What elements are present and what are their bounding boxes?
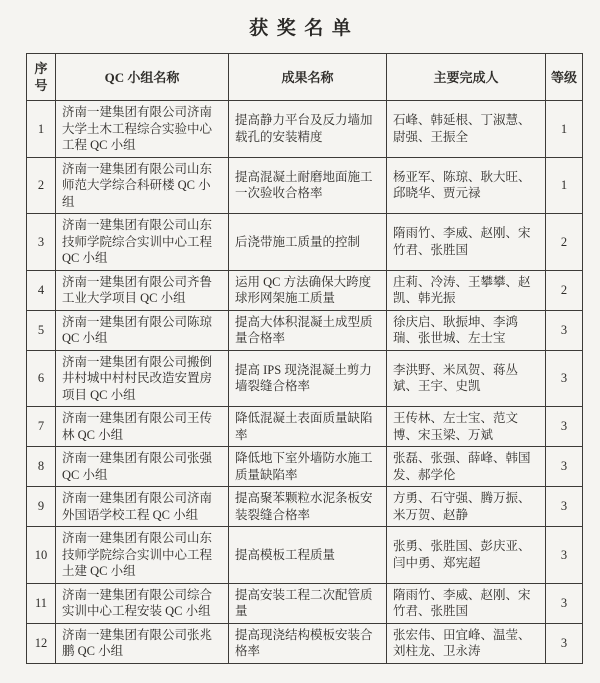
column-header-grade: 等级 [546, 54, 583, 101]
grade-cell: 3 [546, 310, 583, 350]
award-table [26, 53, 583, 664]
award-table-body [27, 101, 583, 664]
row-number-cell: 1 [27, 101, 56, 158]
main-contributors-cell: 徐庆启、耿振坤、李鸿瑞、张世城、左士宝 [387, 310, 546, 350]
row-number-cell: 7 [27, 407, 56, 447]
table-row [27, 157, 583, 214]
grade-cell: 1 [546, 157, 583, 214]
achievement-name-cell: 提高静力平台及反力墙加载孔的安装精度 [229, 101, 387, 158]
column-header-main-contributors: 主要完成人 [387, 54, 546, 101]
main-contributors-cell: 石峰、韩延根、丁淑慧、尉强、王振全 [387, 101, 546, 158]
grade-cell: 1 [546, 101, 583, 158]
achievement-name-cell: 提高现浇结构模板安装合格率 [229, 623, 387, 663]
qc-group-name-cell: 济南一建集团有限公司搬倒井村城中村村民改造安置房项目 QC 小组 [56, 350, 229, 407]
grade-cell: 3 [546, 350, 583, 407]
grade-cell: 3 [546, 407, 583, 447]
achievement-name-cell: 后浇带施工质量的控制 [229, 214, 387, 271]
main-contributors-cell: 隋雨竹、李威、赵刚、宋竹君、张胜国 [387, 214, 546, 271]
row-number-cell: 9 [27, 487, 56, 527]
table-header [27, 54, 583, 101]
achievement-name-cell: 提高混凝土耐磨地面施工一次验收合格率 [229, 157, 387, 214]
grade-cell: 2 [546, 214, 583, 271]
main-contributors-cell: 庄莉、冷涛、王攀攀、赵凯、韩光振 [387, 270, 546, 310]
achievement-name-cell: 提高安装工程二次配管质量 [229, 583, 387, 623]
grade-cell: 3 [546, 447, 583, 487]
table-row [27, 270, 583, 310]
achievement-name-cell: 提高聚苯颗粒水泥条板安装裂缝合格率 [229, 487, 387, 527]
qc-group-name-cell: 济南一建集团有限公司山东师范大学综合科研楼 QC 小组 [56, 157, 229, 214]
grade-cell: 3 [546, 583, 583, 623]
table-row [27, 350, 583, 407]
grade-cell: 3 [546, 623, 583, 663]
main-contributors-cell: 隋雨竹、李威、赵刚、宋竹君、张胜国 [387, 583, 546, 623]
table-row [27, 214, 583, 271]
main-contributors-cell: 王传林、左士宝、范文博、宋玉梁、万斌 [387, 407, 546, 447]
qc-group-name-cell: 济南一建集团有限公司济南外国语学校工程 QC 小组 [56, 487, 229, 527]
row-number-cell: 10 [27, 527, 56, 584]
table-row [27, 527, 583, 584]
row-number-cell: 11 [27, 583, 56, 623]
qc-group-name-cell: 济南一建集团有限公司张兆鹏 QC 小组 [56, 623, 229, 663]
table-row [27, 487, 583, 527]
qc-group-name-cell: 济南一建集团有限公司王传林 QC 小组 [56, 407, 229, 447]
grade-cell: 3 [546, 487, 583, 527]
row-number-cell: 6 [27, 350, 56, 407]
main-contributors-cell: 张宏伟、田宜峰、温莹、刘柱龙、卫永涛 [387, 623, 546, 663]
qc-group-name-cell: 济南一建集团有限公司陈琼 QC 小组 [56, 310, 229, 350]
qc-group-name-cell: 济南一建集团有限公司综合实训中心工程安装 QC 小组 [56, 583, 229, 623]
row-number-cell: 4 [27, 270, 56, 310]
row-number-cell: 5 [27, 310, 56, 350]
table-row [27, 407, 583, 447]
column-header-no: 序号 [27, 54, 56, 101]
table-row [27, 623, 583, 663]
achievement-name-cell: 降低地下室外墙防水施工质量缺陷率 [229, 447, 387, 487]
page-title: 获奖名单 [249, 18, 360, 39]
achievement-name-cell: 运用 QC 方法确保大跨度球形网架施工质量 [229, 270, 387, 310]
grade-cell: 2 [546, 270, 583, 310]
table-row [27, 310, 583, 350]
row-number-cell: 3 [27, 214, 56, 271]
row-number-cell: 2 [27, 157, 56, 214]
table-row [27, 583, 583, 623]
table-row [27, 101, 583, 158]
row-number-cell: 8 [27, 447, 56, 487]
achievement-name-cell: 降低混凝土表面质量缺陷率 [229, 407, 387, 447]
main-contributors-cell: 张磊、张强、薛峰、韩国发、郝学伦 [387, 447, 546, 487]
grade-cell: 3 [546, 527, 583, 584]
table-header-row [27, 54, 583, 101]
qc-group-name-cell: 济南一建集团有限公司齐鲁工业大学项目 QC 小组 [56, 270, 229, 310]
qc-group-name-cell: 济南一建集团有限公司山东技师学院综合实训中心工程土建 QC 小组 [56, 527, 229, 584]
achievement-name-cell: 提高大体积混凝土成型质量合格率 [229, 310, 387, 350]
table-row [27, 447, 583, 487]
column-header-qc-group-name: QC 小组名称 [56, 54, 229, 101]
qc-group-name-cell: 济南一建集团有限公司济南大学土木工程综合实验中心工程 QC 小组 [56, 101, 229, 158]
main-contributors-cell: 杨亚军、陈琼、耿大旺、邱晓华、贾元禄 [387, 157, 546, 214]
main-contributors-cell: 李洪野、米凤贺、蒋丛斌、王宇、史凯 [387, 350, 546, 407]
qc-group-name-cell: 济南一建集团有限公司山东技师学院综合实训中心工程 QC 小组 [56, 214, 229, 271]
main-contributors-cell: 张勇、张胜国、彭庆亚、闫中勇、郑宪超 [387, 527, 546, 584]
main-contributors-cell: 方勇、石守强、腾万振、米万贺、赵静 [387, 487, 546, 527]
column-header-achievement-name: 成果名称 [229, 54, 387, 101]
qc-group-name-cell: 济南一建集团有限公司张强 QC 小组 [56, 447, 229, 487]
row-number-cell: 12 [27, 623, 56, 663]
achievement-name-cell: 提高模板工程质量 [229, 527, 387, 584]
achievement-name-cell: 提高 IPS 现浇混凝土剪力墙裂缝合格率 [229, 350, 387, 407]
